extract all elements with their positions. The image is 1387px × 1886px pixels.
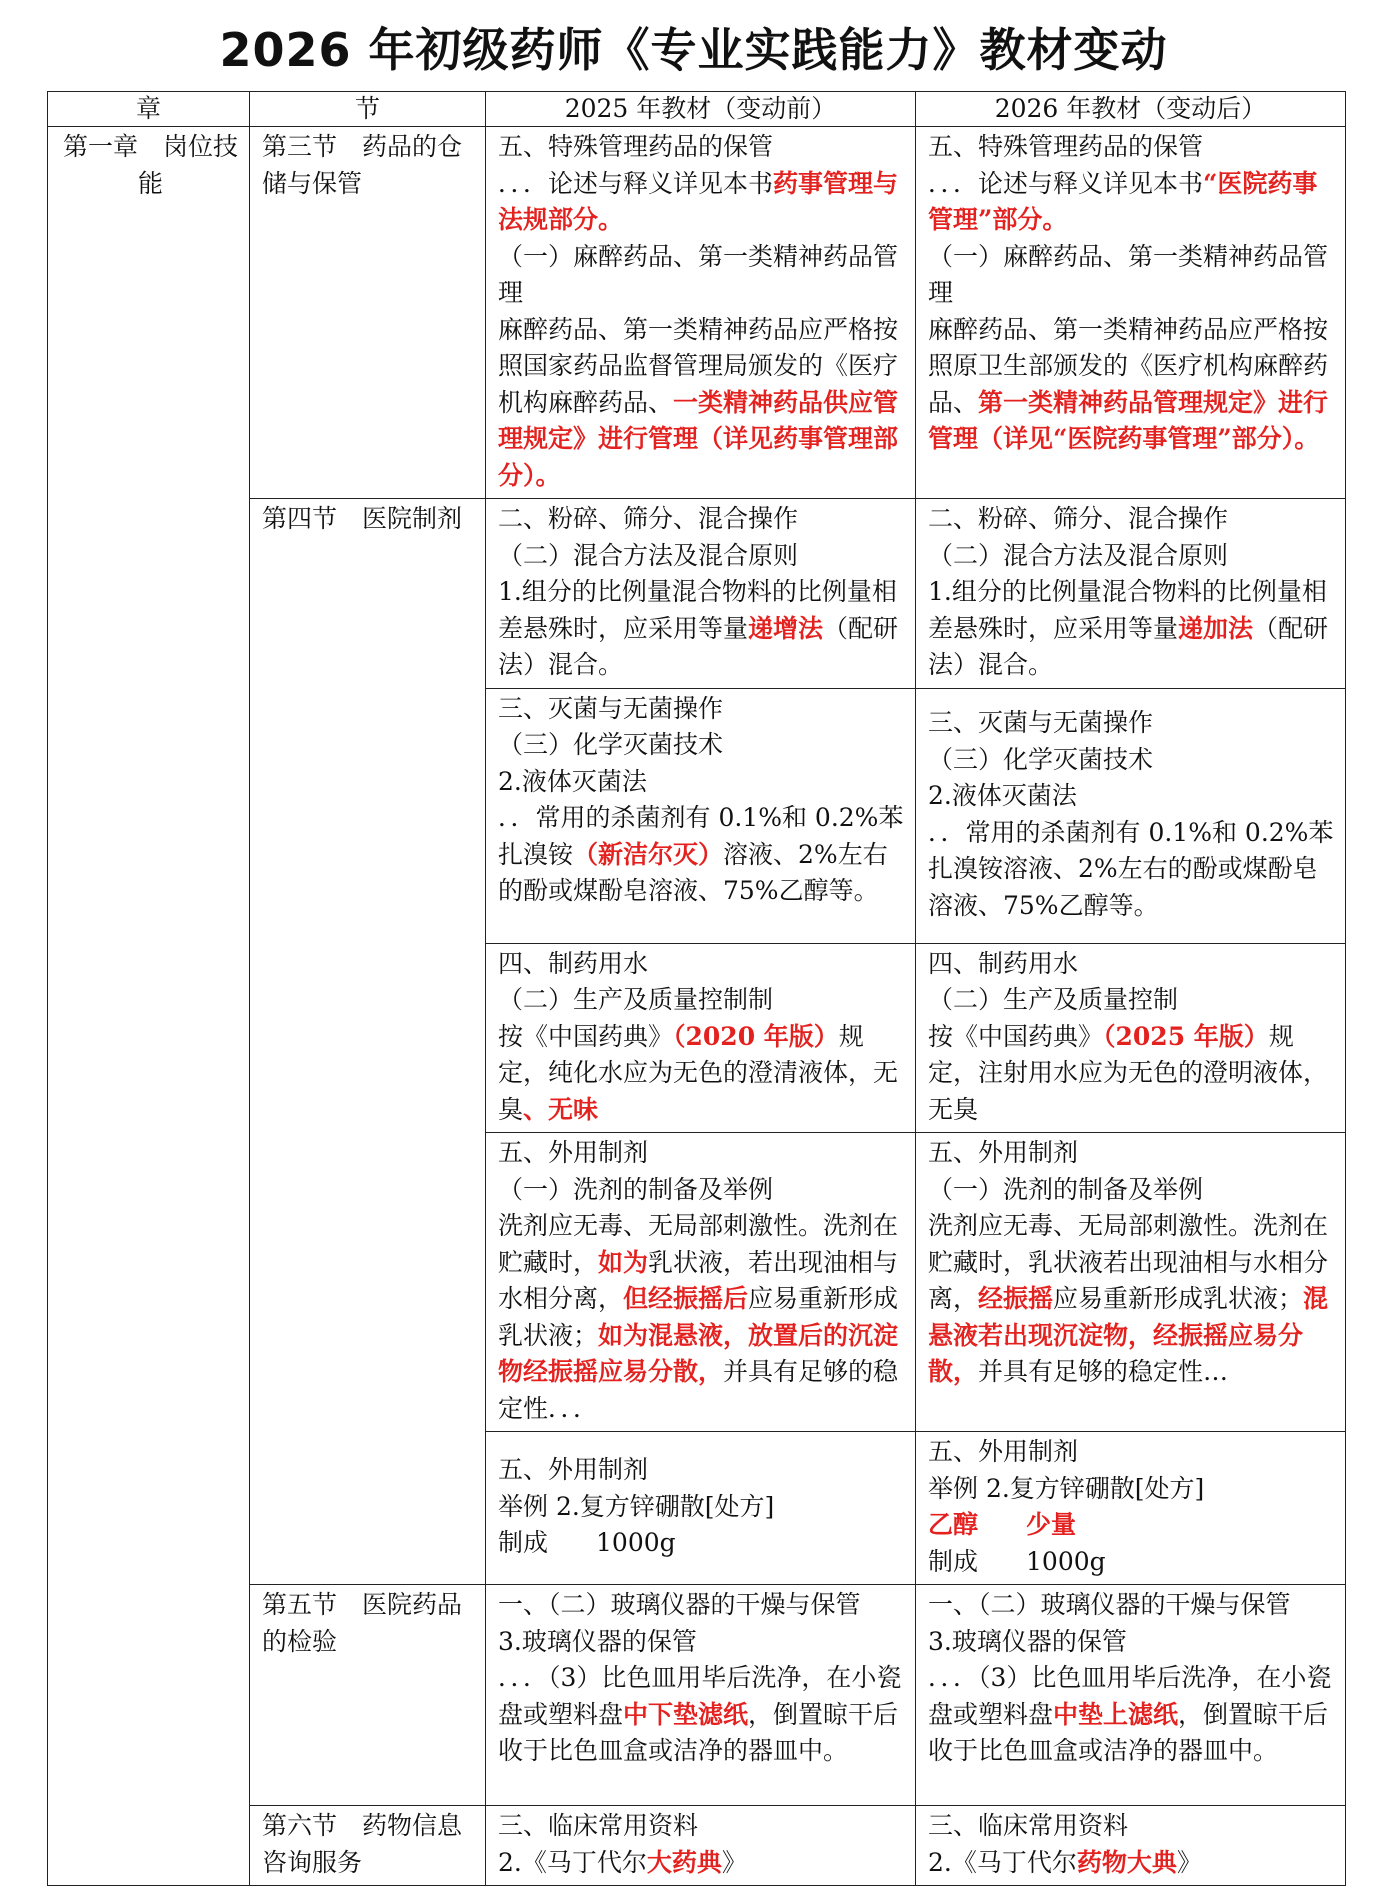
text-run: ，倒置晾干后收于比色皿盒或洁净的器皿中。 <box>928 1699 1329 1765</box>
text-line: 三、临床常用资料 <box>498 1811 699 1840</box>
text-line: （一）洗剂的制备及举例 <box>928 1174 1204 1204</box>
text-line: 举例 2.复方锌硼散[处方] <box>928 1473 1205 1503</box>
changed-text: “医院药事管理”部分。 <box>928 168 1318 234</box>
text-line: 3.玻璃仪器的保管 <box>928 1626 1127 1656</box>
text-line: （二）生产及质量控制制 <box>498 985 774 1014</box>
changed-text: 少量 <box>1026 1510 1077 1539</box>
page-title: 2026 年初级药师《专业实践能力》教材变动 <box>219 23 1168 77</box>
text-line: 2.液体灭菌法 <box>928 781 1077 810</box>
text-line <box>928 1544 1337 1581</box>
text-line: （二）混合方法及混合原则 <box>498 540 799 570</box>
text-run: 1000g <box>1026 1546 1106 1576</box>
after-cell <box>916 1806 1346 1886</box>
changed-text: 中垫上滤纸 <box>1053 1699 1179 1729</box>
text-run: 麻醉药品、第一类精神药品应严格按照国家药品监督管理局颁发的《医疗机构麻醉药品、 <box>498 314 899 417</box>
changed-text: 经振摇 <box>978 1284 1054 1313</box>
text-line: 五、外用制剂 <box>498 1455 649 1485</box>
text-line: 一、（二）玻璃仪器的干燥与保管 <box>928 1590 1291 1619</box>
text-line: 五、外用制剂 <box>928 1138 1079 1167</box>
text-line: 五、特殊管理药品的保管 <box>498 132 774 161</box>
text-line: 一、（二）玻璃仪器的干燥与保管 <box>498 1590 861 1619</box>
changed-text: 乙醇 <box>928 1510 979 1539</box>
after-cell <box>916 943 1346 1133</box>
text-run: 麻醉药品、第一类精神药品应严格按照原卫生部颁发的《医疗机构麻醉药品、 <box>928 314 1329 417</box>
section-cell: 第六节 药物信息咨询服务 <box>250 1806 486 1886</box>
section-cell: 第三节 药品的仓储与保管 <box>250 127 486 499</box>
text-run: ．．．（3）比色皿用毕后洗净，在小瓷盘或塑料盘 <box>928 1663 1332 1729</box>
text-line: （二）混合方法及混合原则 <box>928 540 1229 570</box>
header-row <box>48 92 1346 127</box>
text-line <box>498 1525 907 1562</box>
text-run: ．．．论述与释义详见本书 <box>928 168 1204 198</box>
changed-text: 药物大典 <box>1076 1847 1177 1877</box>
text-run: 按《中国药典》 <box>498 1021 674 1051</box>
text-run: （配研法）混合。 <box>928 613 1329 679</box>
text-run: （配研法）混合。 <box>498 613 899 679</box>
text-run: 2.《马丁代尔 <box>498 1847 647 1877</box>
changed-text: 、无味 <box>523 1094 599 1124</box>
text-run: 制成 <box>498 1528 549 1558</box>
changed-text: 但经振摇后 <box>623 1284 749 1313</box>
changed-text: 大药典 <box>646 1847 722 1877</box>
text-run: 规定，注射用水应为无色的澄明液体，无臭 <box>928 1021 1329 1124</box>
text-run: ，倒置晾干后收于比色皿盒或洁净的器皿中。 <box>498 1699 899 1765</box>
changed-text: 递加法 <box>1178 613 1254 643</box>
text-line: （一）麻醉药品、第一类精神药品管理 <box>928 241 1329 307</box>
after-cell <box>916 1432 1346 1585</box>
text-line: 三、临床常用资料 <box>928 1811 1129 1840</box>
text-run: 》 <box>721 1847 747 1877</box>
text-run: 》 <box>1176 1847 1202 1877</box>
text-line: （二）生产及质量控制 <box>928 985 1179 1014</box>
text-run: 规定，纯化水应为无色的澄清液体，无臭 <box>498 1021 899 1124</box>
text-line: 3.玻璃仪器的保管 <box>498 1626 697 1656</box>
changes-table <box>47 91 1346 1886</box>
changed-text: （2025 年版） <box>1103 1021 1269 1051</box>
after-cell <box>916 1133 1346 1432</box>
changed-text: 一类精神药品供应管理规定》进行管理（详见药事管理部分）。 <box>498 387 899 490</box>
after-cell <box>916 499 1346 689</box>
header-section: 节 <box>250 92 486 127</box>
text-line: （一）洗剂的制备及举例 <box>498 1174 774 1204</box>
before-cell <box>486 499 916 689</box>
before-cell <box>486 1432 916 1585</box>
text-line: 三、灭菌与无菌操作 <box>498 693 724 723</box>
header-chapter: 章 <box>48 92 250 127</box>
text-run: 1000g <box>596 1528 676 1558</box>
text-run: 并具有足够的稳定性… <box>978 1357 1229 1386</box>
text-line: 五、特殊管理药品的保管 <box>928 132 1204 161</box>
text-run: 洗剂应无毒、无局部刺激性。洗剂在贮藏时，乳状液若出现油相与水相分离， <box>928 1211 1329 1313</box>
text-line <box>928 1507 1337 1544</box>
text-line: 举例 2.复方锌硼散[处方] <box>498 1491 775 1521</box>
changed-text: （2020 年版） <box>673 1021 839 1051</box>
section-cell: 第四节 医院制剂 <box>250 499 486 1585</box>
text-line: 三、灭菌与无菌操作 <box>928 708 1154 737</box>
text-run: 乳状液，若出现油相与水相分离， <box>498 1247 899 1313</box>
text-line: 五、外用制剂 <box>928 1437 1079 1466</box>
before-cell <box>486 1585 916 1806</box>
text-run: 应易重新形成乳状液； <box>498 1284 899 1350</box>
changed-text: 中下垫滤纸 <box>623 1699 749 1729</box>
changed-text: 第一类精神药品管理规定》进行管理（详见“医院药事管理”部分）。 <box>928 387 1329 453</box>
text-line: ．．常用的杀菌剂有 0.1%和 0.2%苯扎溴铵溶液、2%左右的酚或煤酚皂溶液、75%乙醇等。 <box>928 817 1334 920</box>
header-before: 2025 年教材（变动前） <box>486 92 916 127</box>
text-run: 1.组分的比例量混合物料的比例量相差悬殊时，应采用等量 <box>498 577 897 643</box>
text-run: 应易重新形成乳状液； <box>1053 1284 1304 1313</box>
text-line: 二、粉碎、筛分、混合操作 <box>498 504 799 533</box>
after-cell <box>916 1585 1346 1806</box>
text-run: ．．．（3）比色皿用毕后洗净，在小瓷盘或塑料盘 <box>498 1663 902 1729</box>
chapter-cell: 第一章 岗位技能 <box>48 127 250 1886</box>
text-line: 二、粉碎、筛分、混合操作 <box>928 504 1229 533</box>
text-run: 洗剂应无毒、无局部刺激性。洗剂在贮藏时， <box>498 1211 899 1277</box>
after-cell <box>916 127 1346 499</box>
text-line: （一）麻醉药品、第一类精神药品管理 <box>498 241 899 307</box>
after-cell <box>916 688 1346 943</box>
changed-text: 如为混悬液，放置后的沉淀物经振摇应易分散， <box>498 1320 899 1386</box>
changed-text: （新洁尔灭） <box>573 839 724 869</box>
before-cell <box>486 127 916 499</box>
text-run: 并具有足够的稳定性．．． <box>498 1357 899 1423</box>
before-cell <box>486 688 916 943</box>
text-run: ．．．论述与释义详见本书 <box>498 168 774 198</box>
header-after: 2026 年教材（变动后） <box>916 92 1346 127</box>
table-row <box>48 127 1346 499</box>
text-run: 1.组分的比例量混合物料的比例量相差悬殊时，应采用等量 <box>928 577 1327 643</box>
before-cell <box>486 1806 916 1886</box>
changed-text: 递增法 <box>748 613 824 643</box>
before-cell <box>486 1133 916 1432</box>
text-line: （三）化学灭菌技术 <box>928 744 1154 774</box>
text-run: 制成 <box>928 1546 979 1576</box>
text-run: 溶液、2%左右的酚或煤酚皂溶液、75%乙醇等。 <box>498 839 888 905</box>
section-cell: 第五节 医院药品的检验 <box>250 1585 486 1806</box>
text-line: 四、制药用水 <box>928 948 1079 978</box>
text-run: 按《中国药典》 <box>928 1021 1104 1051</box>
text-run: 2.《马丁代尔 <box>928 1847 1077 1877</box>
changed-text: 混悬液若出现沉淀物，经振摇应易分散， <box>928 1284 1329 1386</box>
text-line: 2.液体灭菌法 <box>498 766 647 796</box>
text-line: 四、制药用水 <box>498 948 649 978</box>
changed-text: 如为 <box>598 1247 649 1277</box>
changed-text: 药事管理与法规部分。 <box>498 168 899 234</box>
before-cell <box>486 943 916 1133</box>
text-line: （三）化学灭菌技术 <box>498 730 724 759</box>
text-run: ．．常用的杀菌剂有 0.1%和 0.2%苯扎溴铵 <box>498 803 904 869</box>
text-line: 五、外用制剂 <box>498 1138 649 1167</box>
